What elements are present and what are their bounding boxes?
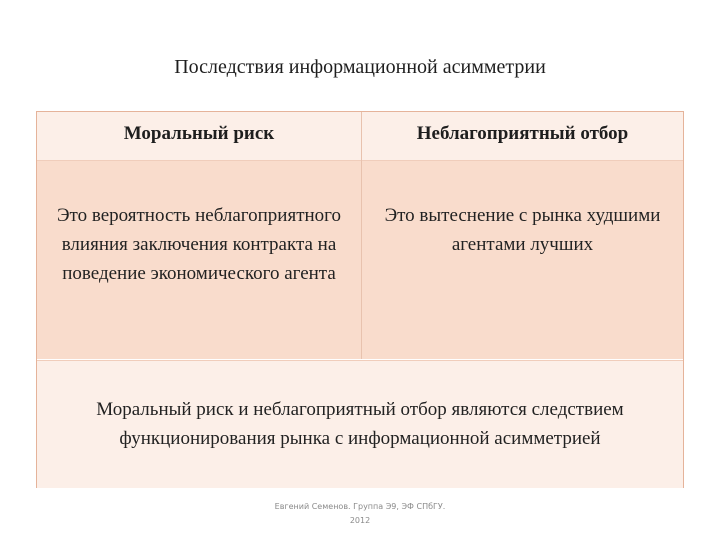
slide-title: Последствия информационной асимметрии — [174, 56, 546, 78]
slide-footer — [230, 500, 490, 528]
footer-author-line: Евгений Семенов. Группа Э9, ЭФ СПбГУ. — [274, 502, 446, 511]
footer-year: 2012 — [349, 516, 371, 525]
cell-moral-hazard-definition: Это вероятность неблагоприятного влияния заключения контракта на поведение экономического агента — [56, 205, 341, 284]
header-adverse-selection: Неблагоприятный отбор — [416, 123, 629, 144]
comparison-table — [36, 111, 684, 488]
header-moral-hazard: Моральный риск — [123, 123, 275, 144]
summary-cell: Моральный риск и неблагоприятный отбор являются следствием функционирования рынка с информационной асимметрией — [96, 399, 624, 449]
cell-adverse-selection-definition: Это вытеснение с рынка худшими агентами лучших — [384, 205, 661, 255]
